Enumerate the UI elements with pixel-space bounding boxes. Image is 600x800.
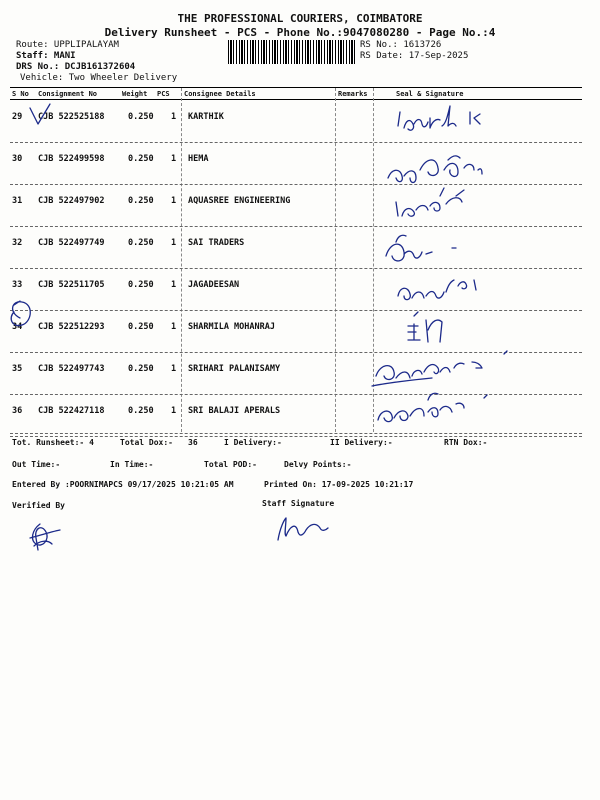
cell-consignee: SRI BALAJI APERALS <box>188 406 281 416</box>
col-pcs: PCS <box>157 90 170 98</box>
cell-sno: 33 <box>12 280 23 290</box>
cell-consignment: CJB 522427118 <box>38 406 105 416</box>
cell-weight: 0.250 <box>128 112 154 122</box>
cell-pcs: 1 <box>171 406 177 416</box>
rs-date: RS Date: 17-Sep-2025 <box>360 51 469 61</box>
rs-number: RS No.: 1613726 <box>360 40 442 50</box>
cell-consignment: CJB 522499598 <box>38 154 105 164</box>
cell-consignee: SRIHARI PALANISAMY <box>188 364 281 374</box>
cell-weight: 0.250 <box>128 196 154 206</box>
runsheet-subtitle: Delivery Runsheet - PCS - Phone No.:9047080280 - Page No.:4 <box>104 26 496 39</box>
cell-sno: 31 <box>12 196 23 206</box>
delvy-points: Delvy Points:- <box>284 460 352 469</box>
staff-label: Staff: MANI <box>16 51 76 61</box>
cell-pcs: 1 <box>171 154 177 164</box>
total-dox-label: Total Dox:- <box>120 438 173 447</box>
verified-by: Verified By <box>12 501 65 510</box>
col-weight: Weight <box>122 90 148 98</box>
staff-signature-mark <box>278 518 328 540</box>
staff-signature-label: Staff Signature <box>262 499 335 508</box>
cell-consignment: CJB 522497743 <box>38 364 105 374</box>
vehicle-label: Vehicle: Two Wheeler Delivery <box>20 73 178 83</box>
total-dox-value: 36 <box>188 438 198 447</box>
route-label: Route: UPPLIPALAYAM <box>16 40 119 50</box>
cell-consignment: CJB 522525188 <box>38 112 105 122</box>
cell-sno: 30 <box>12 154 23 164</box>
cell-sno: 36 <box>12 406 23 416</box>
cell-weight: 0.250 <box>128 322 154 332</box>
rtn-dox: RTN Dox:- <box>444 438 488 447</box>
entered-by: Entered By :POORNIMAPCS 09/17/2025 10:21:05 AM <box>12 480 234 489</box>
total-pod: Total POD:- <box>204 460 257 469</box>
cell-consignee: JAGADEESAN <box>188 280 240 290</box>
check-mark <box>30 104 50 124</box>
col-remarks: Remarks <box>338 90 368 98</box>
cell-weight: 0.250 <box>128 280 154 290</box>
col-consignee: Consignee Details <box>184 90 256 98</box>
company-title: THE PROFESSIONAL COURIERS, COIMBATORE <box>177 12 423 25</box>
cell-consignee: HEMA <box>188 154 209 164</box>
cell-weight: 0.250 <box>128 364 154 374</box>
cell-consignee: SHARMILA MOHANRAJ <box>188 322 275 332</box>
cell-weight: 0.250 <box>128 238 154 248</box>
col-seal-signature: Seal & Signature <box>396 90 464 98</box>
cell-consignee: KARTHIK <box>188 112 224 122</box>
drs-label: DRS No.: DCJB161372604 <box>16 62 136 72</box>
cell-pcs: 1 <box>171 364 177 374</box>
cell-consignment: CJB 522497749 <box>38 238 105 248</box>
in-time: In Time:- <box>110 460 154 469</box>
cell-sno: 35 <box>12 364 23 374</box>
footer-rule <box>10 433 582 434</box>
cell-consignment: CJB 522497902 <box>38 196 105 206</box>
i-delivery: I Delivery:- <box>224 438 282 447</box>
ii-delivery: II Delivery:- <box>330 438 393 447</box>
cell-consignee: SAI TRADERS <box>188 238 245 248</box>
cell-pcs: 1 <box>171 112 177 122</box>
cell-pcs: 1 <box>171 238 177 248</box>
cell-sno: 29 <box>12 112 23 122</box>
cell-weight: 0.250 <box>128 406 154 416</box>
tot-runsheet: Tot. Runsheet:- 4 <box>12 438 94 447</box>
cell-consignment: CJB 522511705 <box>38 280 105 290</box>
cell-consignment: CJB 522512293 <box>38 322 105 332</box>
cell-pcs: 1 <box>171 322 177 332</box>
cell-pcs: 1 <box>171 280 177 290</box>
col-consignment: Consignment No <box>38 90 98 98</box>
cell-consignee: AQUASREE ENGINEERING <box>188 196 291 206</box>
col-sno: S No <box>12 90 29 98</box>
cell-sno: 32 <box>12 238 23 248</box>
cell-weight: 0.250 <box>128 154 154 164</box>
cell-sno: 34 <box>12 322 23 332</box>
out-time: Out Time:- <box>12 460 61 469</box>
verified-signature-mark <box>30 524 60 550</box>
cell-pcs: 1 <box>171 196 177 206</box>
printed-on: Printed On: 17-09-2025 10:21:17 <box>264 480 414 489</box>
